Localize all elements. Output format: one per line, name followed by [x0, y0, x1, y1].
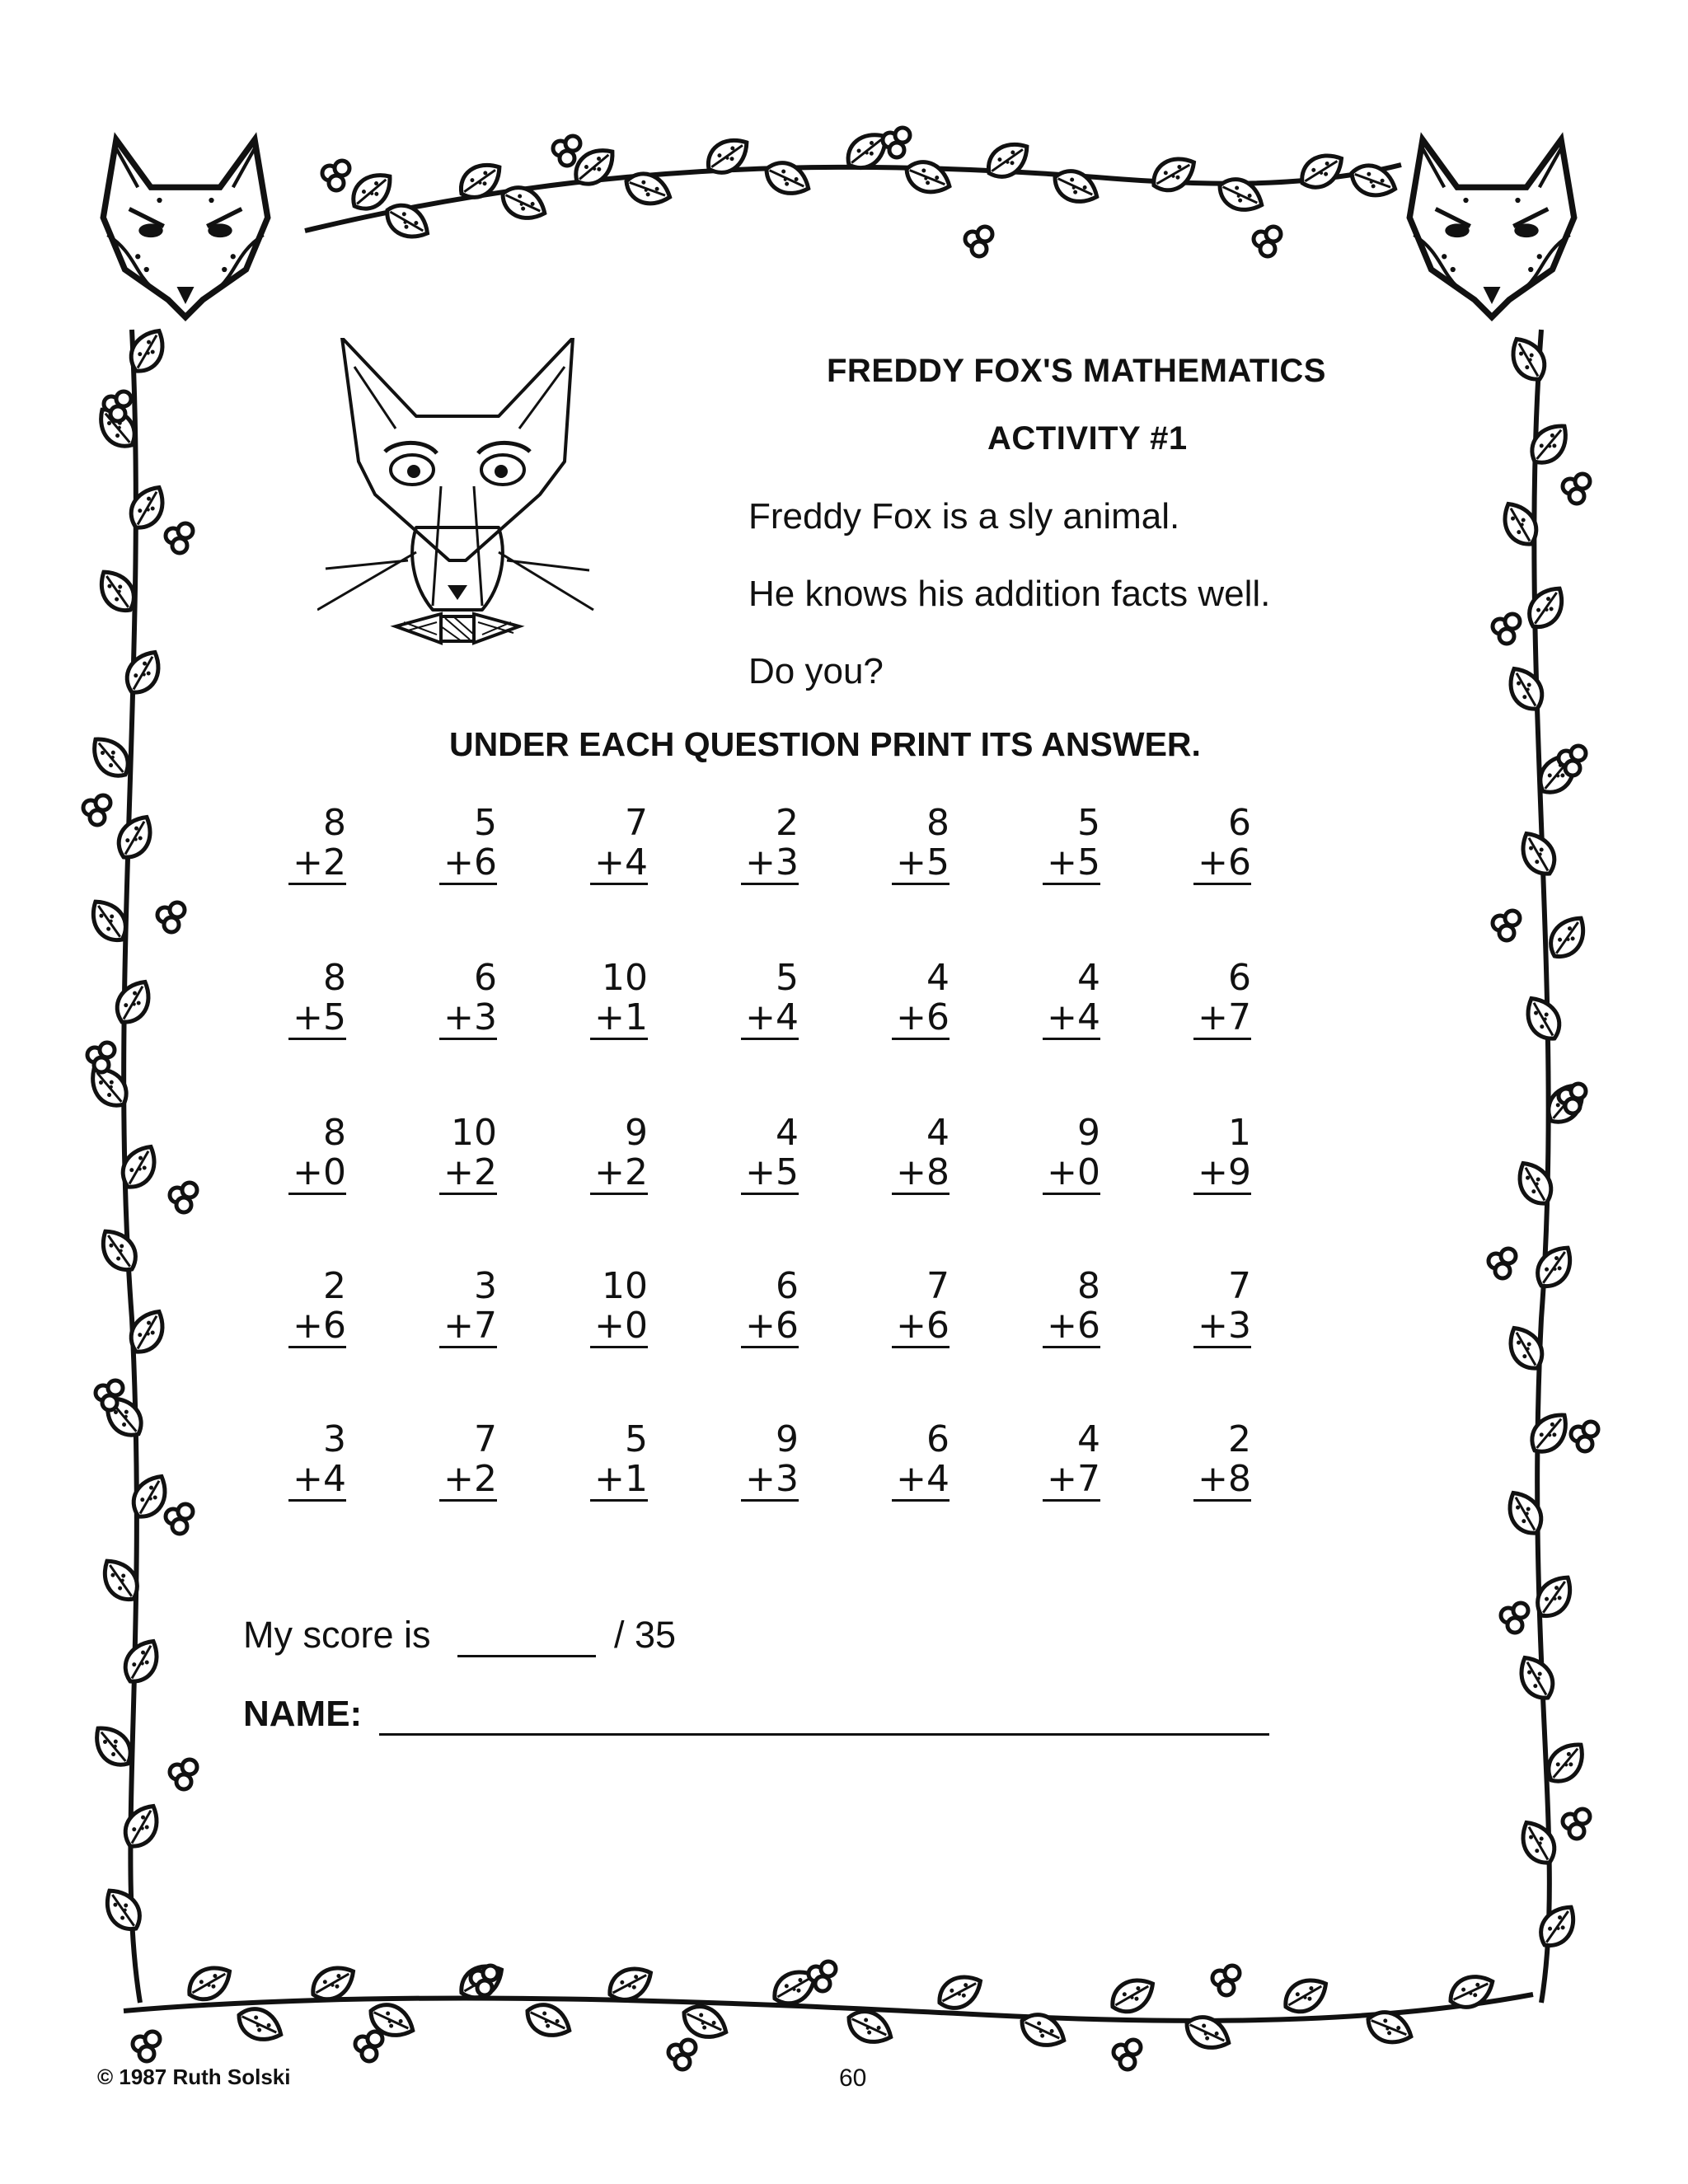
addition-problem [590, 804, 648, 885]
addition-problem [439, 1267, 497, 1348]
addend-bottom: +2 [288, 843, 346, 885]
addend-bottom: +1 [590, 1460, 648, 1502]
addend-top: 4 [1077, 1418, 1100, 1460]
intro-line-2: He knows his addition facts well. [748, 574, 1271, 614]
addend-bottom: +5 [741, 1153, 799, 1195]
addition-problem [1043, 1113, 1100, 1195]
page-title: FREDDY FOX'S MATHEMATICS [827, 353, 1326, 389]
name-label: NAME: [243, 1694, 363, 1734]
addition-problem [1043, 1267, 1100, 1348]
addition-problem [892, 804, 950, 885]
addend-top: 2 [1228, 1418, 1251, 1460]
addend-bottom: +6 [1043, 1306, 1100, 1348]
addend-bottom: +6 [1193, 843, 1251, 885]
copyright: © 1987 Ruth Solski [97, 2064, 291, 2089]
addition-problem [590, 958, 648, 1040]
problem-grid [288, 804, 1278, 1512]
addition-problem [1043, 1420, 1100, 1502]
addend-bottom: +0 [590, 1306, 648, 1348]
addend-bottom: +6 [892, 998, 950, 1040]
addend-top: 9 [776, 1418, 799, 1460]
addition-problem [1193, 1420, 1251, 1502]
addend-bottom: +9 [1193, 1153, 1251, 1195]
addition-problem [1193, 1267, 1251, 1348]
addend-top: 6 [1228, 802, 1251, 844]
addend-top: 9 [625, 1112, 648, 1154]
addition-problem [288, 1113, 346, 1195]
addend-bottom: +3 [741, 1460, 799, 1502]
addition-problem [892, 958, 950, 1040]
score-answer-line[interactable] [457, 1655, 596, 1657]
addend-bottom: +0 [288, 1153, 346, 1195]
addend-top: 5 [625, 1418, 648, 1460]
addend-bottom: +1 [590, 998, 648, 1040]
addend-bottom: +4 [590, 843, 648, 885]
addend-bottom: +0 [1043, 1153, 1100, 1195]
addend-top: 6 [1228, 957, 1251, 999]
addition-problem [439, 1420, 497, 1502]
addend-top: 4 [1077, 957, 1100, 999]
addition-problem [288, 1267, 346, 1348]
addition-problem [892, 1113, 950, 1195]
addend-bottom: +2 [590, 1153, 648, 1195]
addend-top: 2 [776, 802, 799, 844]
addend-top: 10 [451, 1112, 497, 1154]
addition-problem [892, 1267, 950, 1348]
addition-problem [439, 958, 497, 1040]
fox-corner-icon [103, 140, 268, 317]
addend-bottom: +4 [288, 1460, 346, 1502]
addend-top: 6 [776, 1265, 799, 1307]
addend-top: 7 [625, 802, 648, 844]
addend-bottom: +4 [1043, 998, 1100, 1040]
addition-problem [741, 1420, 799, 1502]
addition-problem [288, 1420, 346, 1502]
addend-bottom: +2 [439, 1460, 497, 1502]
addend-top: 4 [926, 1112, 950, 1154]
addend-top: 6 [474, 957, 497, 999]
addition-problem [439, 1113, 497, 1195]
addition-problem [288, 958, 346, 1040]
addend-bottom: +4 [892, 1460, 950, 1502]
page-number: 60 [839, 2064, 867, 2092]
addition-problem [1043, 804, 1100, 885]
instruction-text: UNDER EACH QUESTION PRINT ITS ANSWER. [449, 725, 1201, 763]
addend-bottom: +6 [741, 1306, 799, 1348]
addend-top: 10 [602, 1265, 648, 1307]
addend-bottom: +2 [439, 1153, 497, 1195]
addend-top: 1 [1228, 1112, 1251, 1154]
addend-bottom: +7 [1193, 998, 1251, 1040]
addend-bottom: +3 [741, 843, 799, 885]
addend-top: 7 [926, 1265, 950, 1307]
addend-bottom: +5 [1043, 843, 1100, 885]
addend-top: 4 [926, 957, 950, 999]
addend-top: 5 [474, 802, 497, 844]
addend-bottom: +8 [1193, 1460, 1251, 1502]
addition-problem [741, 1267, 799, 1348]
addition-problem [590, 1113, 648, 1195]
intro-line-1: Freddy Fox is a sly animal. [748, 496, 1180, 537]
addend-top: 8 [1077, 1265, 1100, 1307]
addend-top: 3 [474, 1265, 497, 1307]
addend-top: 4 [776, 1112, 799, 1154]
addition-problem [892, 1420, 950, 1502]
addend-top: 7 [474, 1418, 497, 1460]
addition-problem [1193, 804, 1251, 885]
addend-bottom: +8 [892, 1153, 950, 1195]
addend-bottom: +3 [1193, 1306, 1251, 1348]
addend-top: 5 [776, 957, 799, 999]
addend-bottom: +5 [288, 998, 346, 1040]
addend-bottom: +7 [439, 1306, 497, 1348]
addend-top: 8 [323, 802, 346, 844]
addition-problem [288, 804, 346, 885]
addend-top: 8 [323, 1112, 346, 1154]
addend-top: 6 [926, 1418, 950, 1460]
addend-bottom: +6 [439, 843, 497, 885]
addition-problem [741, 958, 799, 1040]
fox-corner-icon [1409, 140, 1574, 317]
addend-top: 8 [323, 957, 346, 999]
addend-top: 9 [1077, 1112, 1100, 1154]
name-answer-line[interactable] [379, 1733, 1269, 1736]
addend-top: 7 [1228, 1265, 1251, 1307]
addition-problem [1193, 1113, 1251, 1195]
addition-problem [590, 1267, 648, 1348]
addend-bottom: +6 [288, 1306, 346, 1348]
addend-bottom: +4 [741, 998, 799, 1040]
intro-line-3: Do you? [748, 651, 884, 691]
addition-problem [741, 804, 799, 885]
addend-bottom: +6 [892, 1306, 950, 1348]
addend-bottom: +5 [892, 843, 950, 885]
addition-problem [741, 1113, 799, 1195]
addend-top: 2 [323, 1265, 346, 1307]
addition-problem [1043, 958, 1100, 1040]
score-total: / 35 [614, 1614, 677, 1656]
addend-top: 8 [926, 802, 950, 844]
activity-number: ACTIVITY #1 [987, 420, 1188, 457]
addition-problem [1193, 958, 1251, 1040]
addend-top: 5 [1077, 802, 1100, 844]
addition-problem [439, 804, 497, 885]
addend-top: 3 [323, 1418, 346, 1460]
addend-bottom: +7 [1043, 1460, 1100, 1502]
score-label: My score is [243, 1614, 431, 1656]
addend-bottom: +3 [439, 998, 497, 1040]
addition-problem [590, 1420, 648, 1502]
fox-head-icon [317, 338, 598, 651]
addend-top: 10 [602, 957, 648, 999]
